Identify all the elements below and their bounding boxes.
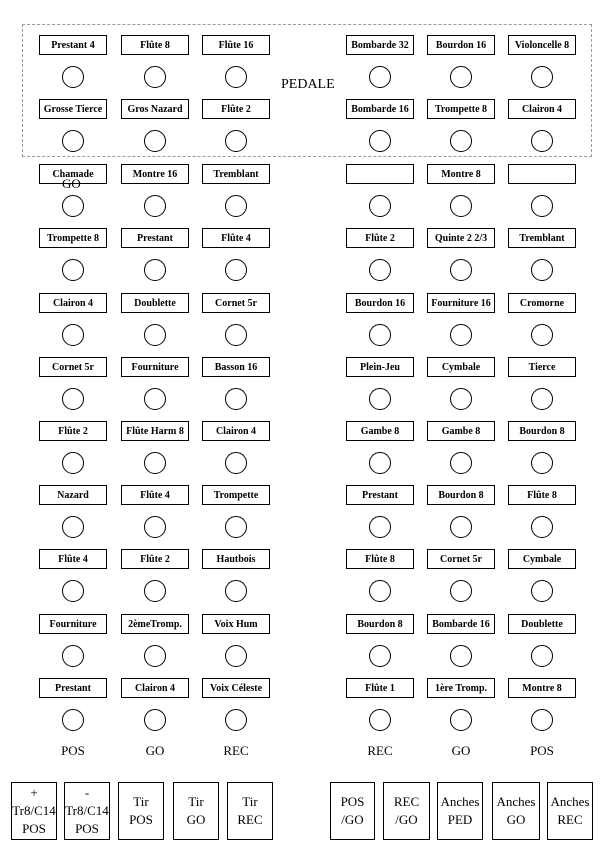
stop-label-right-r1-c0[interactable]: Bombarde 16 (346, 99, 414, 119)
stop-label-right-r0-c1[interactable]: Bourdon 16 (427, 35, 495, 55)
coupler-button-2[interactable] (118, 782, 164, 840)
stop-knob-right-r10-c0[interactable] (369, 709, 391, 731)
stop-label-left-r4-c2[interactable]: Cornet 5r (202, 293, 270, 313)
pedale-division-label: PEDALE (281, 77, 335, 92)
coupler-button-8[interactable] (492, 782, 540, 840)
stop-knob-right-r1-c2[interactable] (531, 130, 553, 152)
stop-knob-right-r3-c0[interactable] (369, 259, 391, 281)
column-label-2: REC (223, 743, 249, 758)
stop-label-right-r4-c1[interactable]: Fourniture 16 (427, 293, 495, 313)
stop-label-left-r6-c2[interactable]: Clairon 4 (202, 421, 270, 441)
stop-label-left-r6-c1[interactable]: Flûte Harm 8 (121, 421, 189, 441)
stop-knob-right-r2-c1[interactable] (450, 195, 472, 217)
coupler-button-line: POS (340, 794, 365, 809)
coupler-button-line: REC (557, 812, 583, 827)
stop-label-left-r0-c0[interactable]: Prestant 4 (39, 35, 107, 55)
stop-knob-right-r5-c1[interactable] (450, 388, 472, 410)
stop-knob-right-r2-c0[interactable] (369, 195, 391, 217)
stop-label-left-r8-c0[interactable]: Flûte 4 (39, 549, 107, 569)
stop-knob-right-r7-c0[interactable] (369, 516, 391, 538)
coupler-button-0[interactable] (11, 782, 57, 840)
stop-knob-right-r2-c2[interactable] (531, 195, 553, 217)
stop-label-left-r5-c2[interactable]: Basson 16 (202, 357, 270, 377)
stop-label-left-r5-c1[interactable]: Fourniture (121, 357, 189, 377)
stop-label-left-r10-c1[interactable]: Clairon 4 (121, 678, 189, 698)
stop-label-right-r9-c2[interactable]: Doublette (508, 614, 576, 634)
stop-label-right-r8-c1[interactable]: Cornet 5r (427, 549, 495, 569)
stop-knob-left-r1-c2[interactable] (225, 130, 247, 152)
coupler-button-line: POS (75, 821, 99, 836)
stop-knob-right-r7-c2[interactable] (531, 516, 553, 538)
stop-label-left-r2-c1[interactable]: Montre 16 (121, 164, 189, 184)
stop-label-left-r4-c1[interactable]: Doublette (121, 293, 189, 313)
stop-knob-left-r0-c0[interactable] (62, 66, 84, 88)
stop-label-left-r5-c0[interactable]: Cornet 5r (39, 357, 107, 377)
stop-knob-right-r8-c2[interactable] (531, 580, 553, 602)
stop-knob-left-r9-c0[interactable] (62, 645, 84, 667)
stop-knob-left-r3-c0[interactable] (62, 259, 84, 281)
coupler-button-line: Tir (242, 794, 258, 809)
stop-label-left-r1-c2[interactable]: Flûte 2 (202, 99, 270, 119)
stop-knob-left-r0-c1[interactable] (144, 66, 166, 88)
stop-knob-right-r1-c1[interactable] (450, 130, 472, 152)
stop-label-right-r0-c2[interactable]: Violoncelle 8 (508, 35, 576, 55)
stop-label-left-r3-c1[interactable]: Prestant (121, 228, 189, 248)
coupler-button-4[interactable] (227, 782, 273, 840)
stop-label-left-r7-c1[interactable]: Flûte 4 (121, 485, 189, 505)
coupler-button-line: REC (237, 812, 263, 827)
column-label-5: POS (530, 743, 554, 758)
stop-knob-left-r1-c1[interactable] (144, 130, 166, 152)
stop-knob-left-r10-c0[interactable] (62, 709, 84, 731)
stop-knob-left-r8-c0[interactable] (62, 580, 84, 602)
stop-knob-right-r9-c2[interactable] (531, 645, 553, 667)
stop-knob-left-r3-c2[interactable] (225, 259, 247, 281)
go-division-label: GO (62, 176, 81, 191)
stop-label-left-r9-c1[interactable]: 2èmeTromp. (121, 614, 189, 634)
stop-label-left-r6-c0[interactable]: Flûte 2 (39, 421, 107, 441)
stop-label-right-r4-c0[interactable]: Bourdon 16 (346, 293, 414, 313)
stop-label-right-r10-c0[interactable]: Flûte 1 (346, 678, 414, 698)
stop-label-left-r8-c2[interactable]: Hautbois (202, 549, 270, 569)
coupler-button-line: Tir (188, 794, 204, 809)
stop-knob-left-r1-c0[interactable] (62, 130, 84, 152)
stop-knob-left-r5-c2[interactable] (225, 388, 247, 410)
stop-label-right-r5-c2[interactable]: Tierce (508, 357, 576, 377)
coupler-button-9[interactable] (547, 782, 593, 840)
coupler-button-line: + (30, 785, 38, 800)
coupler-button-line: - (84, 785, 90, 800)
stop-knob-right-r4-c1[interactable] (450, 324, 472, 346)
stop-label-right-r2-c2[interactable] (508, 164, 576, 184)
stop-label-right-r9-c1[interactable]: Bombarde 16 (427, 614, 495, 634)
coupler-button-line: REC (393, 794, 420, 809)
stop-knob-right-r3-c2[interactable] (531, 259, 553, 281)
coupler-button-6[interactable] (383, 782, 430, 840)
coupler-button-line: Anches (440, 794, 480, 809)
stop-knob-left-r0-c2[interactable] (225, 66, 247, 88)
stop-label-left-r7-c2[interactable]: Trompette (202, 485, 270, 505)
stop-label-right-r0-c0[interactable]: Bombarde 32 (346, 35, 414, 55)
stop-label-right-r5-c1[interactable]: Cymbale (427, 357, 495, 377)
coupler-button-5[interactable] (330, 782, 375, 840)
stop-label-right-r2-c0[interactable] (346, 164, 414, 184)
stop-label-right-r6-c0[interactable]: Gambe 8 (346, 421, 414, 441)
stop-label-left-r10-c2[interactable]: Voix Céleste (202, 678, 270, 698)
stop-label-left-r1-c0[interactable]: Grosse Tierce (39, 99, 107, 119)
coupler-button-line: GO (186, 812, 206, 827)
stop-knob-right-r9-c1[interactable] (450, 645, 472, 667)
stop-label-left-r8-c1[interactable]: Flûte 2 (121, 549, 189, 569)
coupler-button-line: Tir (133, 794, 149, 809)
stop-knob-left-r6-c2[interactable] (225, 452, 247, 474)
stop-knob-left-r6-c1[interactable] (144, 452, 166, 474)
stop-knob-left-r10-c2[interactable] (225, 709, 247, 731)
stop-knob-left-r4-c2[interactable] (225, 324, 247, 346)
coupler-button-line: /GO (395, 812, 418, 827)
stop-label-right-r10-c1[interactable]: 1ère Tromp. (427, 678, 495, 698)
stop-knob-right-r6-c0[interactable] (369, 452, 391, 474)
stop-knob-right-r8-c0[interactable] (369, 580, 391, 602)
stop-label-left-r2-c0[interactable]: Chamade (39, 164, 107, 184)
stop-label-left-r3-c2[interactable]: Flûte 4 (202, 228, 270, 248)
coupler-button-line: PED (447, 812, 473, 827)
stop-knob-left-r9-c2[interactable] (225, 645, 247, 667)
coupler-button-line: GO (506, 812, 526, 827)
stop-knob-left-r2-c0[interactable] (62, 195, 84, 217)
stop-label-left-r3-c0[interactable]: Trompette 8 (39, 228, 107, 248)
stop-knob-right-r10-c2[interactable] (531, 709, 553, 731)
stop-knob-right-r0-c2[interactable] (531, 66, 553, 88)
stop-knob-left-r7-c0[interactable] (62, 516, 84, 538)
stop-label-left-r0-c1[interactable]: Flûte 8 (121, 35, 189, 55)
stop-knob-left-r3-c1[interactable] (144, 259, 166, 281)
stop-label-right-r9-c0[interactable]: Bourdon 8 (346, 614, 414, 634)
stop-label-left-r1-c1[interactable]: Gros Nazard (121, 99, 189, 119)
stop-knob-right-r5-c0[interactable] (369, 388, 391, 410)
coupler-button-line: Tr8/C14 (12, 803, 56, 818)
stop-knob-right-r8-c1[interactable] (450, 580, 472, 602)
stop-knob-left-r6-c0[interactable] (62, 452, 84, 474)
stop-label-right-r3-c1[interactable]: Quinte 2 2/3 (427, 228, 495, 248)
stop-label-right-r1-c1[interactable]: Trompette 8 (427, 99, 495, 119)
stop-knob-right-r7-c1[interactable] (450, 516, 472, 538)
stop-label-right-r10-c2[interactable]: Montre 8 (508, 678, 576, 698)
stop-knob-left-r2-c1[interactable] (144, 195, 166, 217)
stop-label-right-r7-c1[interactable]: Bourdon 8 (427, 485, 495, 505)
stop-label-left-r9-c0[interactable]: Fourniture (39, 614, 107, 634)
stop-knob-right-r5-c2[interactable] (531, 388, 553, 410)
stop-label-left-r4-c0[interactable]: Clairon 4 (39, 293, 107, 313)
coupler-button-line: Tr8/C14 (65, 803, 109, 818)
stop-label-left-r9-c2[interactable]: Voix Hum (202, 614, 270, 634)
coupler-button-line: /GO (341, 812, 364, 827)
stop-label-right-r6-c2[interactable]: Bourdon 8 (508, 421, 576, 441)
stop-knob-right-r1-c0[interactable] (369, 130, 391, 152)
stop-knob-left-r8-c1[interactable] (144, 580, 166, 602)
stop-label-right-r8-c2[interactable]: Cymbale (508, 549, 576, 569)
column-label-3: REC (367, 743, 393, 758)
stop-knob-right-r0-c1[interactable] (450, 66, 472, 88)
stop-label-left-r0-c2[interactable]: Flûte 16 (202, 35, 270, 55)
stop-label-right-r1-c2[interactable]: Clairon 4 (508, 99, 576, 119)
stop-label-right-r4-c2[interactable]: Cromorne (508, 293, 576, 313)
stop-knob-left-r2-c2[interactable] (225, 195, 247, 217)
stop-knob-right-r6-c1[interactable] (450, 452, 472, 474)
coupler-button-7[interactable] (437, 782, 483, 840)
stop-knob-left-r5-c1[interactable] (144, 388, 166, 410)
stop-knob-left-r7-c2[interactable] (225, 516, 247, 538)
coupler-button-line: POS (22, 821, 46, 836)
stop-label-left-r7-c0[interactable]: Nazard (39, 485, 107, 505)
stop-knob-right-r4-c2[interactable] (531, 324, 553, 346)
stop-label-right-r8-c0[interactable]: Flûte 8 (346, 549, 414, 569)
stop-label-right-r2-c1[interactable]: Montre 8 (427, 164, 495, 184)
coupler-button-line: Anches (550, 794, 590, 809)
stop-label-left-r2-c2[interactable]: Tremblant (202, 164, 270, 184)
column-label-0: POS (61, 743, 85, 758)
stop-knob-left-r10-c1[interactable] (144, 709, 166, 731)
stop-knob-left-r8-c2[interactable] (225, 580, 247, 602)
column-label-1: GO (145, 743, 165, 758)
stop-label-right-r7-c2[interactable]: Flûte 8 (508, 485, 576, 505)
stop-label-right-r7-c0[interactable]: Prestant (346, 485, 414, 505)
stop-knob-left-r9-c1[interactable] (144, 645, 166, 667)
stop-knob-right-r10-c1[interactable] (450, 709, 472, 731)
stop-knob-right-r6-c2[interactable] (531, 452, 553, 474)
stop-knob-right-r4-c0[interactable] (369, 324, 391, 346)
coupler-button-3[interactable] (173, 782, 219, 840)
stop-knob-left-r5-c0[interactable] (62, 388, 84, 410)
coupler-button-line: Anches (496, 794, 536, 809)
stop-knob-left-r4-c1[interactable] (144, 324, 166, 346)
stop-label-right-r6-c1[interactable]: Gambe 8 (427, 421, 495, 441)
stop-label-right-r3-c2[interactable]: Tremblant (508, 228, 576, 248)
stop-knob-left-r7-c1[interactable] (144, 516, 166, 538)
coupler-button-line: POS (129, 812, 153, 827)
stop-knob-right-r0-c0[interactable] (369, 66, 391, 88)
stop-knob-right-r3-c1[interactable] (450, 259, 472, 281)
stop-knob-right-r9-c0[interactable] (369, 645, 391, 667)
stop-knob-left-r4-c0[interactable] (62, 324, 84, 346)
stop-label-right-r5-c0[interactable]: Plein-Jeu (346, 357, 414, 377)
coupler-button-1[interactable] (64, 782, 110, 840)
stop-label-left-r10-c0[interactable]: Prestant (39, 678, 107, 698)
column-label-4: GO (451, 743, 471, 758)
stop-label-right-r3-c0[interactable]: Flûte 2 (346, 228, 414, 248)
